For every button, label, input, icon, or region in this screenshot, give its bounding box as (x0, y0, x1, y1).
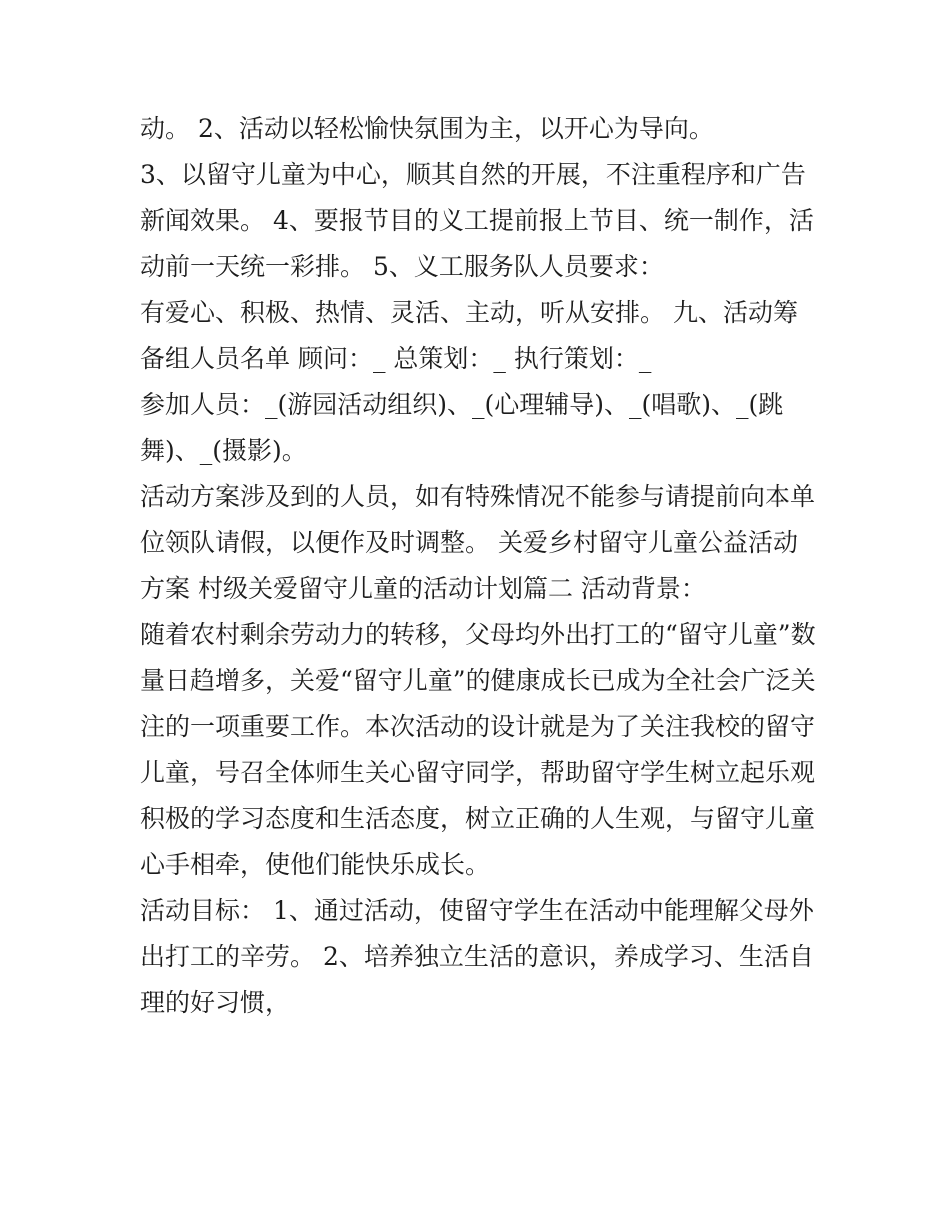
text-line: 参加人员：_(游园活动组织)、_(心理辅导)、_(唱歌)、_(跳 (140, 390, 784, 419)
text-line: 方案 村级关爱留守儿童的活动计划篇二 活动背景： (140, 574, 706, 603)
text-line: 儿童，号召全体师生关心留守同学，帮助留守学生树立起乐观 (140, 758, 816, 787)
text-line: 量日趋增多，关爱“留守儿童”的健康成长已成为全社会广泛关 (140, 666, 816, 695)
text-line: 心手相牵，使他们能快乐成长。 (140, 850, 491, 879)
text-line: 新闻效果。 4、要报节目的义工提前报上节目、统一制作，活 (140, 206, 814, 235)
text-line: 有爱心、积极、热情、灵活、主动，听从安排。 九、活动筹 (140, 298, 798, 327)
text-line: 3、以留守儿童为中心，顺其自然的开展，不注重程序和广告 (140, 160, 806, 189)
text-line: 理的好习惯， (140, 988, 291, 1017)
text-line: 备组人员名单 顾问：_ 总策划：_ 执行策划：_ (140, 344, 652, 373)
text-line: 动。 2、活动以轻松愉快氛围为主，以开心为导向。 (140, 114, 714, 143)
text-line: 注的一项重要工作。本次活动的设计就是为了关注我校的留守 (140, 712, 816, 741)
text-line: 随着农村剩余劳动力的转移，父母均外出打工的“留守儿童”数 (140, 620, 816, 649)
text-line: 出打工的辛劳。 2、培养独立生活的意识，养成学习、生活自 (140, 942, 814, 971)
text-line: 位领队请假，以便作及时调整。 关爱乡村留守儿童公益活动 (140, 528, 798, 557)
text-line: 动前一天统一彩排。 5、义工服务队人员要求： (140, 252, 664, 281)
text-line: 舞)、_(摄影)。 (140, 436, 307, 465)
text-line: 活动方案涉及到的人员，如有特殊情况不能参与请提前向本单 (140, 482, 816, 511)
text-line: 活动目标： 1、通过活动，使留守学生在活动中能理解父母外 (140, 896, 814, 925)
document-body (140, 106, 830, 1026)
text-line: 积极的学习态度和生活态度，树立正确的人生观，与留守儿童 (140, 804, 816, 833)
